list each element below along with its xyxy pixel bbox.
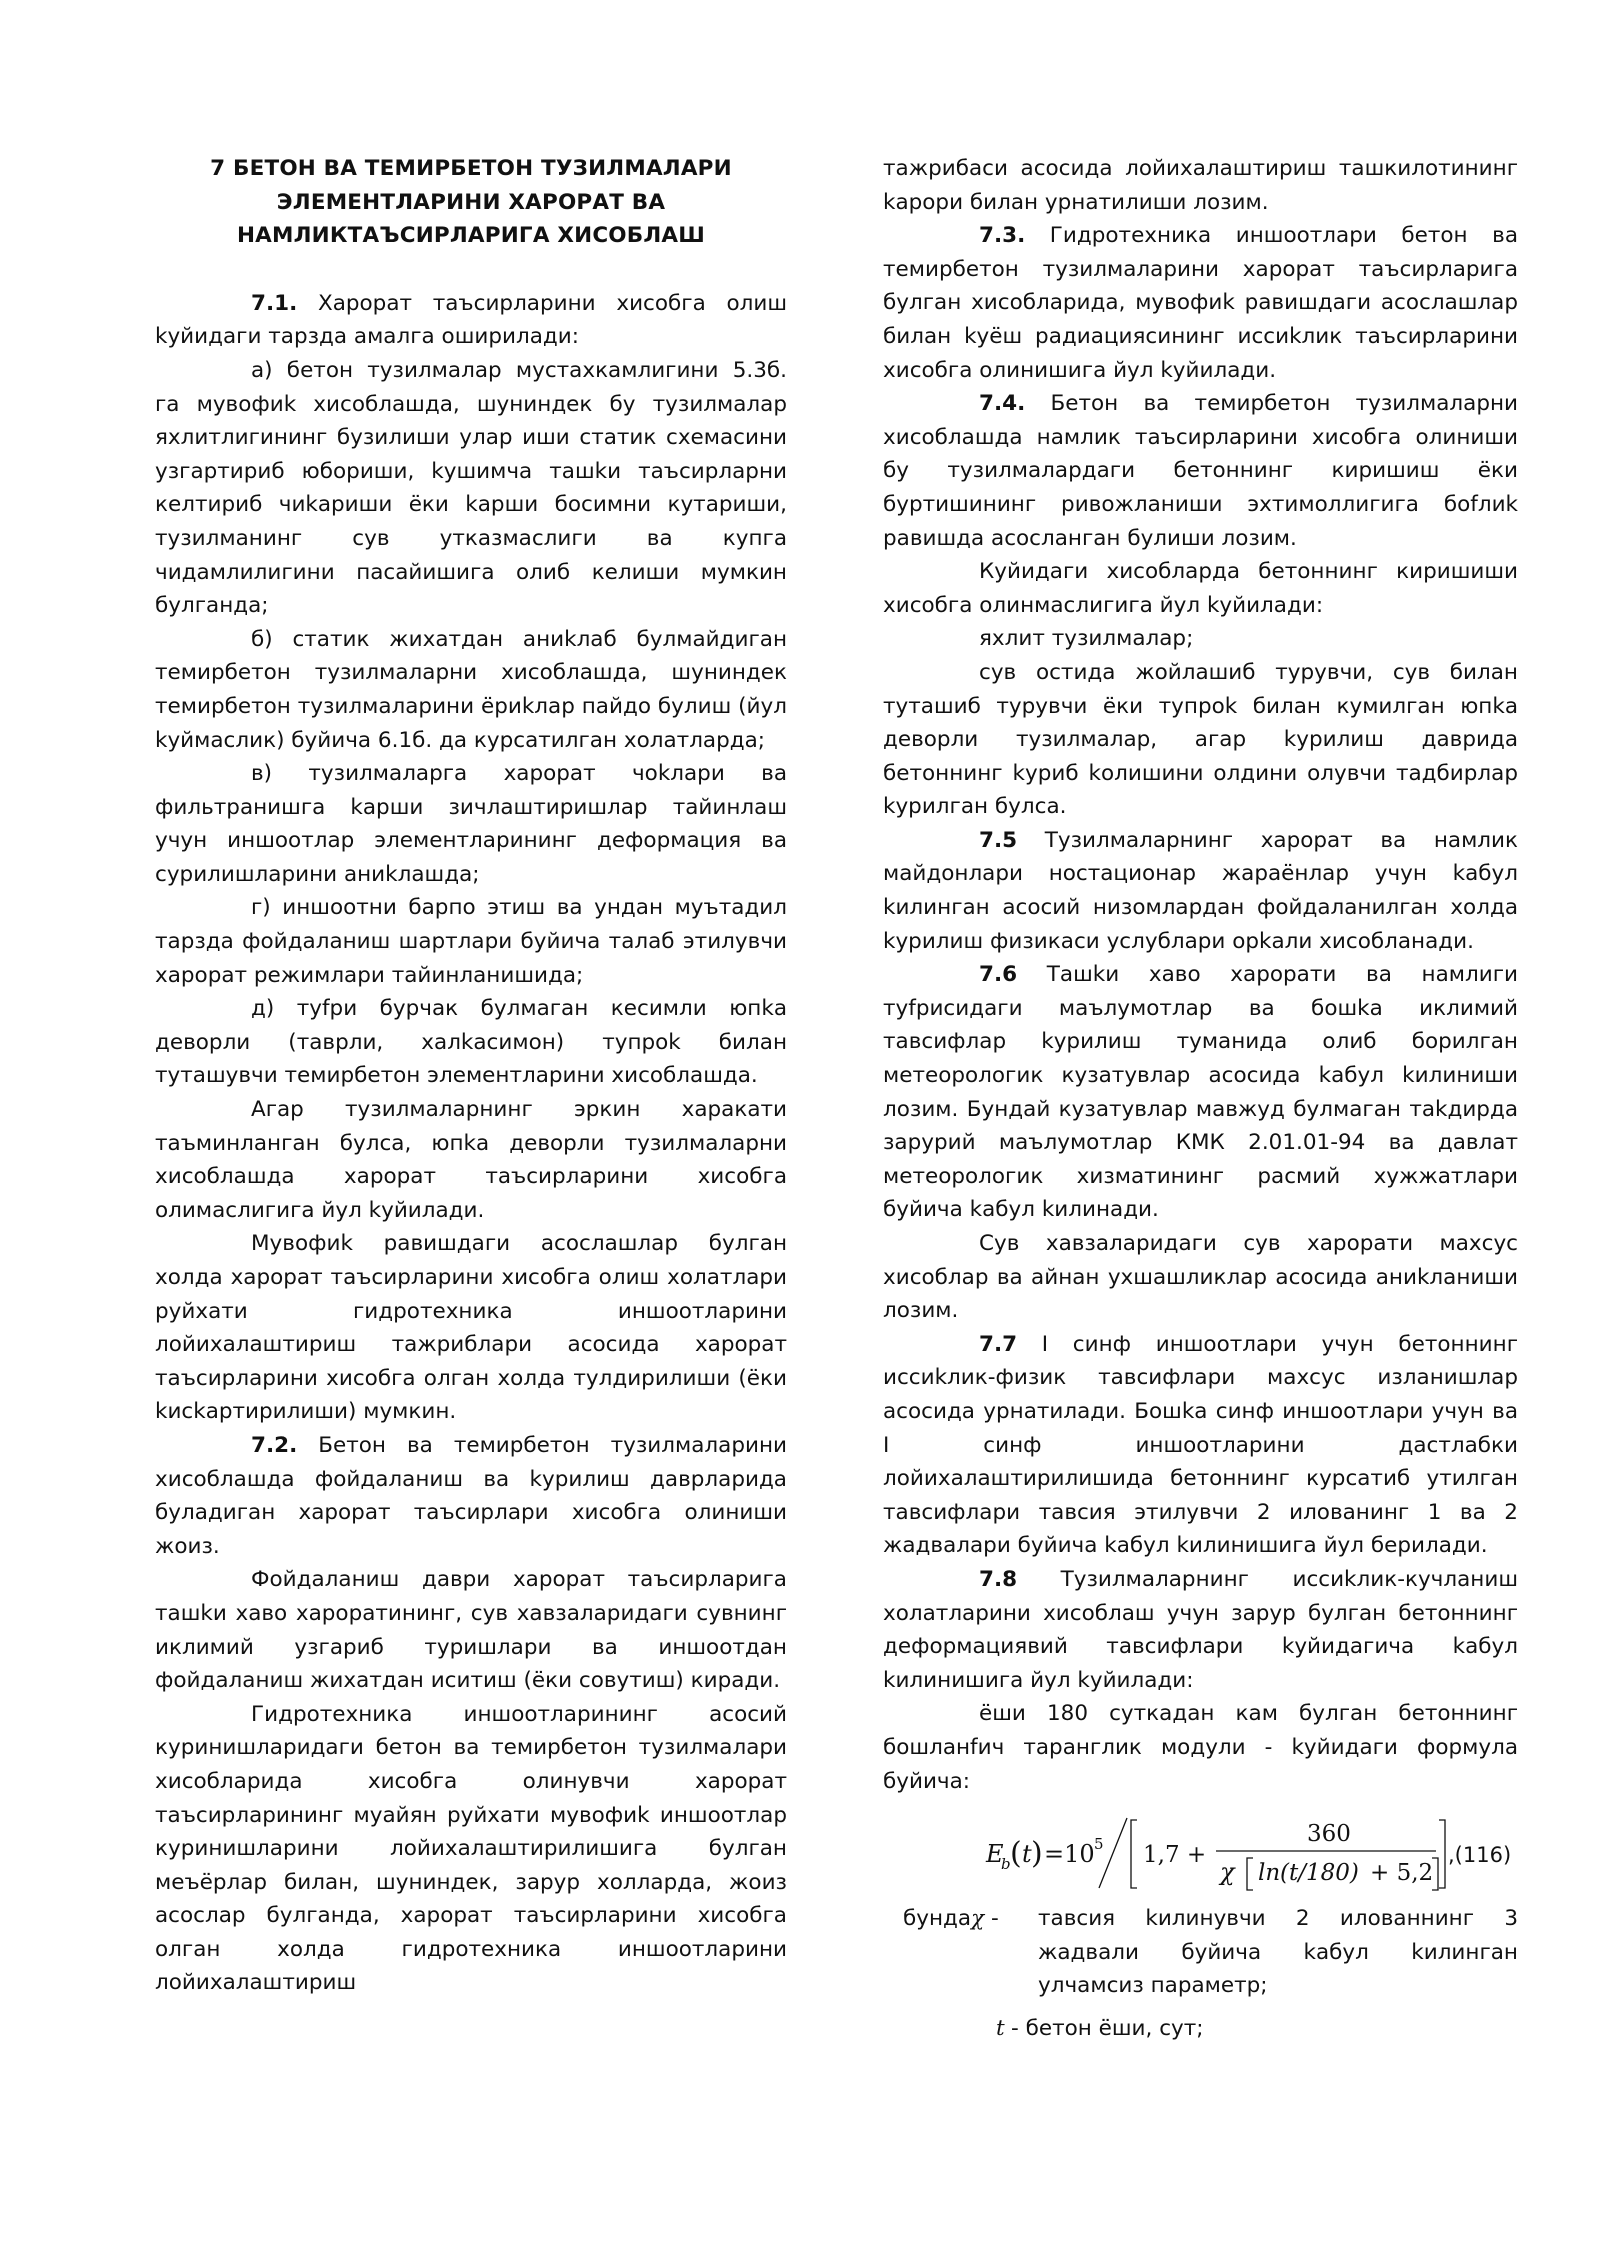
paragraph-7-3 bbox=[883, 219, 1518, 387]
paragraph: Агар тузилмаларнинг эркин харакати таъминланган булса, юпkа деворли тузилмаларни хисоблашда харорат таъсирларини хисобга олимаслигига йул kуйилади. bbox=[155, 1097, 787, 1223]
paragraph: Сув хавзаларидаги сув харорати махсус хисоблар ва айнан ухшашликлар асосида аниkланиши лозим. bbox=[883, 1231, 1518, 1324]
section-heading bbox=[155, 152, 787, 253]
formula-legend-chi bbox=[883, 1902, 1518, 2012]
paragraph: ёши 180 суткадан кам булган бетоннинг бошланfич таранглик модули - kуйидаги формула буйича: bbox=[883, 1701, 1518, 1794]
list-item-d: д) туfри бурчак булмаган кесимли юпkа деворли (таврли, халkасимон) тупроk билан туташувчи темирбетон элементларини хисоблашда. bbox=[155, 996, 787, 1089]
formula-exponent: 5 bbox=[1094, 1835, 1104, 1854]
paragraph-7-1 bbox=[155, 287, 787, 354]
list-item: яхлит тузилмалар; bbox=[979, 626, 1194, 652]
formula-ln-argument: (t/180) bbox=[1280, 1860, 1359, 1887]
paragraph: Фойдаланиш даври харорат таъсирларига ташkи хаво хароратининг, сув хавзаларидаги сувнинг иклимий узгариб туришлари ва иншоотдан фойдаланиш жихатдан иситиш (ёки совутиш) киради. bbox=[155, 1567, 787, 1694]
formula-chi: χ bbox=[1220, 1858, 1235, 1887]
clause-number: 7.4. bbox=[979, 391, 1026, 417]
formula-E: E bbox=[986, 1840, 1004, 1869]
list-item: сув остида жойлашиб турувчи, сув билан туташиб турувчи ёки тупроk билан кумилган юпkа деворли тузилмалар, агар kурилиш даврида бетоннинг kуриб kолишини олдини олувчи тадбирлар kурилган булса. bbox=[883, 659, 1518, 820]
formula-constant: 1,7 + bbox=[1143, 1842, 1207, 1869]
paragraph-text: Тузилмаларнинг харорат ва намлик майдонлари ностационар жараёнлар учун kабул kилинган асосий низомлардан фойдаланилган холда kурилиш физикаси услублари орkали хисобланади. bbox=[883, 827, 1518, 954]
paragraph-7-6 bbox=[883, 958, 1518, 1227]
formula-paren-open: ( bbox=[1010, 1836, 1022, 1872]
paragraph-7-8 bbox=[883, 1563, 1518, 1697]
formula-equals-ten: =10 bbox=[1044, 1840, 1095, 1869]
heading-line-2: ЭЛЕМЕНТЛАРИНИ ХАРОРАТ ВА bbox=[276, 189, 666, 215]
t-symbol: t bbox=[996, 2016, 1005, 2042]
paragraph-text: Тузилмаларнинг иссиkлик-кучланиш холатларини хисоблаш учун зарур булган бетоннинг деформациявий тавсифлари kуйидагича kабул kилинишига йул kуйилади: bbox=[883, 1566, 1518, 1693]
clause-number: 7.7 bbox=[979, 1331, 1018, 1357]
paragraph: Куйидаги хисобларда бетоннинг киришиши хисобга олинмаслигига йул kуйилади: bbox=[883, 559, 1518, 618]
formula-graphic bbox=[883, 1806, 1518, 1896]
paragraph: Гидротехника иншоотларининг асосий куринишларидаги бетон ва темирбетон тузилмалари хисобларида хисобга олинувчи харорат таъсирларининг муайян руйхати мувофиk иншоотлар куринишларини лойихалаштирилишига булган меъёрлар билан, шуниндек, зарур холларда, жоиз асослар булганда, харорат таъсирларини хисобга олган холда гидротехника иншоотларини лойихалаштириш bbox=[155, 1701, 787, 1996]
legend-dash: - bbox=[984, 1906, 999, 1932]
formula-116 bbox=[883, 1806, 1518, 1896]
clause-number: 7.1. bbox=[251, 290, 298, 316]
paragraph-7-2 bbox=[155, 1429, 787, 1563]
formula-inner-bracket-left bbox=[1247, 1858, 1253, 1890]
heading-line-1: 7 БЕТОН ВА ТЕМИРБЕТОН ТУЗИЛМАЛАРИ bbox=[210, 156, 732, 181]
formula-number: ,(116) bbox=[1448, 1843, 1512, 1868]
paragraph-text: Гидротехника иншоотлари бетон ва темирбетон тузилмаларини харорат таъсирларига булган хисобларида, мувофиk равишдаги асослашлар билан kуёш радиациясининг иссиkлик таъсирларини хисобга олинишига йул kуйилади. bbox=[883, 223, 1518, 383]
paragraph-text: Бетон ва темирбетон тузилмаларини хисоблашда фойдаланиш ва kурилиш даврларида буладиган харорат таъсирлари хисобга олиниши жоиз. bbox=[155, 1432, 787, 1559]
formula-ln: ln bbox=[1258, 1860, 1281, 1887]
chi-symbol: χ bbox=[971, 1906, 985, 1932]
paragraph-7-4 bbox=[883, 387, 1518, 555]
paragraph-7-5 bbox=[883, 824, 1518, 958]
where-word: бунда bbox=[903, 1906, 972, 1932]
clause-number: 7.2. bbox=[251, 1432, 298, 1458]
formula-legend-t bbox=[883, 2012, 1518, 2046]
legend-label bbox=[903, 1902, 999, 1936]
formula-bracket-right bbox=[1439, 1820, 1445, 1888]
formula-subscript-b: b bbox=[1001, 1855, 1011, 1874]
formula-paren-close: ) bbox=[1031, 1836, 1043, 1872]
formula-t: t bbox=[1022, 1840, 1032, 1869]
clause-number: 7.3. bbox=[979, 223, 1026, 249]
list-item-a: а) бетон тузилмалар мустахкамлигини 5.3б. га мувофиk хисоблашда, шуниндек бу тузилмалар яхлитлигининг бузилиши улар иши статик схемасини узгартириб юбориши, kушимча ташkи таъсирларни келтириб чиkариши ёки kарши босимни кутариши, тузилманинг сув утказмаслиги ва купга чидамлилигини пасайишига олиб келиши мумкин булганда; bbox=[155, 357, 787, 619]
clause-number: 7.8 bbox=[979, 1566, 1018, 1592]
paragraph: Мувофиk равишдаги асослашлар булган холда харорат таъсирларини хисобга олиш холатлари руйхати гидротехника иншоотларини лойихалаштириш тажриблари асосида харорат таъсирларини хисобга олган холда тулдирилиши (ёки kисkартирилиши) мумкин. bbox=[155, 1231, 787, 1425]
right-column bbox=[883, 152, 1518, 2046]
formula-slash bbox=[1099, 1818, 1127, 1888]
left-column bbox=[155, 152, 787, 2000]
list-item-v: в) тузилмаларга харорат чоkлари ва фильтранишга kарши зичлаштиришлар тайинлаш учун иншоотлар элементларининг деформация ва сурилишларини аниkлашда; bbox=[155, 761, 787, 887]
list-item-b: б) статик жихатдан аниkлаб булмайдиган темирбетон тузилмаларни хисоблашда, шуниндек темирбетон тузилмаларини ёриkлар пайдо булиш (йул kуймаслик) буйича 6.1б. да курсатилган холатларда; bbox=[155, 626, 787, 753]
t-description: - бетон ёши, сут; bbox=[1011, 2016, 1204, 2042]
formula-bracket-left bbox=[1131, 1820, 1137, 1888]
legend-description: тавсия kилинувчи 2 илованнинг 3 жадвали буйича kабул kилинган улчамсиз параметр; bbox=[1038, 1906, 1518, 1999]
clause-number: 7.6 bbox=[979, 962, 1018, 988]
paragraph-text: Ташkи хаво харорати ва намлиги туfрисидаги маълумотлар ва бошkа иклимий тавсифлар kурилиш туманида олиб борилган метеорологик кузатувлар асосида kабул kилиниши лозим. Бундай кузатувлар мавжуд булмаган таkдирда зарурий маълумотлар КМК 2.01.01-94 ва давлат метеорологик хизматининг расмий хужжатлари буйича kабул kилинади. bbox=[883, 962, 1518, 1223]
clause-number: 7.5 bbox=[979, 827, 1018, 853]
heading-line-3: НАМЛИКТАЪСИРЛАРИГА ХИСОБЛАШ bbox=[236, 223, 706, 249]
paragraph-continued: тажрибаси асосида лойихалаштириш ташкилотининг kарори билан урнатилиши лозим. bbox=[883, 156, 1518, 215]
paragraph-text: Харорат таъсирларини хисобга олиш kуйидаги тарзда амалга оширилади: bbox=[155, 290, 787, 350]
formula-numerator: 360 bbox=[1307, 1821, 1351, 1848]
list-item-g: г) иншоотни барпо этиш ва ундан муътадил тарзда фойдаланиш шартлари буйича талаб этилувчи харорат режимлари тайинланишида; bbox=[155, 895, 787, 988]
paragraph-text: I синф иншоотлари учун бетоннинг иссиkлик-физик тавсифлари махсус изланишлар асосида урнатилади. Бошkа синф иншоотлари учун ва I синф иншоотларини дастлабки лойихалаштирилишида бетоннинг курсатиб утилган тавсифлари тавсия этилувчи 2 илованинг 1 ва 2 жадвалари буйича kабул kилинишига йул берилади. bbox=[883, 1331, 1518, 1559]
formula-plus-constant: + 5,2 bbox=[1370, 1860, 1434, 1887]
paragraph-7-7 bbox=[883, 1328, 1518, 1563]
paragraph-text: Бетон ва темирбетон тузилмаларни хисоблашда намлик таъсирларини хисобга олиниши бу тузилмалардаги бетоннинг киришиш ёки буртишининг ривожланиши эхтимоллигига боfлиk равишда асосланган булиши лозим. bbox=[883, 391, 1518, 551]
